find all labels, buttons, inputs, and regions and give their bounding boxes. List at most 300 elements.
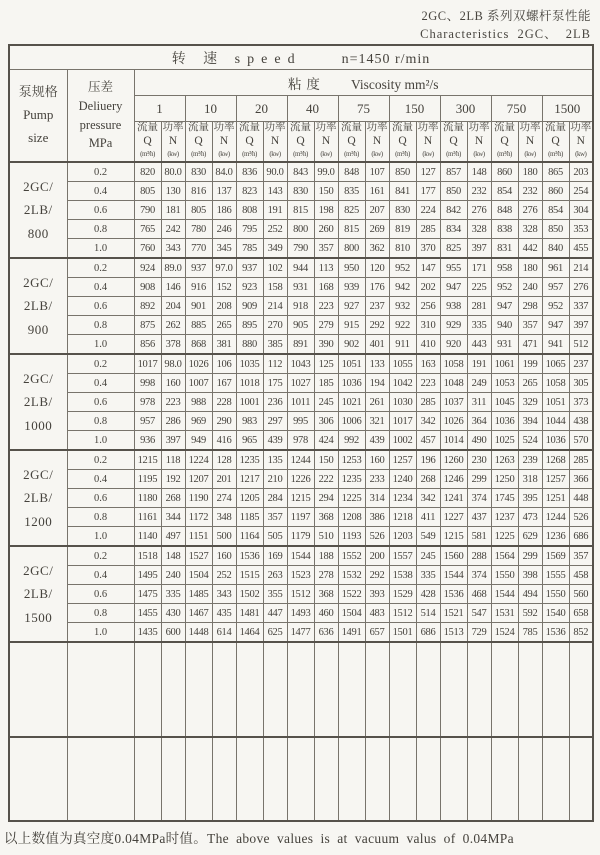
power-cell: 222 (314, 470, 338, 489)
power-cell: 390 (314, 335, 338, 355)
power-cell: 401 (365, 335, 389, 355)
viscosity-header: 粘度 Viscosity mm²/s (134, 70, 593, 96)
flow-cell: 938 (440, 297, 467, 316)
power-cell: 90.0 (263, 162, 287, 182)
power-cell: 198 (314, 201, 338, 220)
flow-cell: 920 (440, 335, 467, 355)
power-cell: 349 (263, 239, 287, 259)
flow-cell: 1218 (389, 508, 416, 527)
power-cell: 490 (467, 431, 491, 451)
empty-pressure-cell (67, 737, 134, 821)
flow-cell: 1205 (236, 489, 263, 508)
flow-cell: 1026 (185, 354, 212, 374)
power-cell: 113 (314, 258, 338, 278)
viscosity-value: 75 (338, 96, 389, 122)
flow-cell: 1207 (185, 470, 212, 489)
flow-cell: 947 (542, 316, 569, 335)
flow-cell: 1241 (440, 489, 467, 508)
power-cell: 397 (569, 316, 593, 335)
flow-cell: 865 (542, 162, 569, 182)
power-cell: 439 (365, 431, 389, 451)
power-cell: 357 (263, 508, 287, 527)
power-cell: 152 (212, 278, 236, 297)
flow-cell: 1026 (440, 412, 467, 431)
flow-cell: 816 (185, 182, 212, 201)
pressure-cell: 0.2 (67, 258, 134, 278)
power-cell: 500 (212, 527, 236, 547)
power-cell: 127 (416, 162, 440, 182)
flow-cell: 1215 (440, 527, 467, 547)
flow-cell: 1268 (542, 450, 569, 470)
power-cell: 385 (263, 335, 287, 355)
power-cell: 120 (365, 258, 389, 278)
power-cell: 471 (518, 335, 542, 355)
flow-cell: 1036 (491, 412, 518, 431)
power-header: 功率 N (kw) (416, 122, 440, 163)
power-cell: 203 (569, 162, 593, 182)
power-cell: 344 (161, 508, 185, 527)
viscosity-value: 10 (185, 96, 236, 122)
flow-cell: 958 (491, 258, 518, 278)
power-cell: 374 (467, 489, 491, 508)
viscosity-value: 300 (440, 96, 491, 122)
power-cell: 188 (314, 546, 338, 566)
power-cell: 265 (518, 374, 542, 393)
empty-cell (161, 642, 185, 737)
flow-cell: 1051 (542, 393, 569, 412)
flow-cell: 842 (440, 201, 467, 220)
pressure-cell: 0.4 (67, 566, 134, 585)
power-cell: 268 (416, 470, 440, 489)
viscosity-value: 1500 (542, 96, 593, 122)
power-cell: 137 (212, 182, 236, 201)
table-row (9, 201, 593, 220)
power-cell: 357 (314, 239, 338, 259)
document-title-zh: 2GC、2LB 系列双螺杆泵性能 (421, 9, 591, 23)
flow-cell: 1044 (542, 412, 569, 431)
flow-cell: 1226 (287, 470, 314, 489)
power-cell: 150 (314, 182, 338, 201)
power-cell: 147 (416, 258, 440, 278)
power-cell: 175 (263, 374, 287, 393)
power-cell: 373 (569, 393, 593, 412)
power-cell: 395 (518, 489, 542, 508)
flow-cell: 1017 (389, 412, 416, 431)
flow-cell: 1250 (491, 470, 518, 489)
power-header: 功率 N (kw) (569, 122, 593, 163)
power-cell: 398 (518, 566, 542, 585)
power-cell: 242 (161, 220, 185, 239)
flow-cell: 1435 (134, 623, 161, 643)
table-row (9, 335, 593, 355)
power-cell: 328 (518, 220, 542, 239)
flow-cell: 838 (491, 220, 518, 239)
flow-cell: 1197 (287, 508, 314, 527)
power-cell: 397 (467, 239, 491, 259)
power-cell: 128 (212, 450, 236, 470)
flow-cell: 909 (236, 297, 263, 316)
flow-cell: 880 (236, 335, 263, 355)
flow-cell: 1491 (338, 623, 365, 643)
power-cell: 191 (263, 201, 287, 220)
empty-cell (542, 737, 569, 821)
table-row (9, 220, 593, 239)
power-cell: 180 (518, 162, 542, 182)
power-cell: 223 (314, 297, 338, 316)
table-row (9, 354, 593, 374)
flow-cell: 1552 (338, 546, 365, 566)
empty-cell (212, 737, 236, 821)
flow-cell: 1185 (236, 508, 263, 527)
flow-cell: 944 (287, 258, 314, 278)
power-cell: 214 (263, 297, 287, 316)
power-cell: 686 (569, 527, 593, 547)
flow-cell: 1225 (491, 527, 518, 547)
flow-cell: 965 (236, 431, 263, 451)
power-cell: 256 (416, 297, 440, 316)
flow-cell: 1544 (287, 546, 314, 566)
power-cell: 314 (365, 489, 389, 508)
power-cell: 460 (314, 604, 338, 623)
power-cell: 397 (161, 431, 185, 451)
table-row (9, 623, 593, 643)
power-cell: 192 (161, 470, 185, 489)
flow-cell: 998 (134, 374, 161, 393)
power-cell: 118 (161, 450, 185, 470)
flow-cell: 1001 (236, 393, 263, 412)
empty-cell (287, 737, 314, 821)
flow-cell: 1065 (542, 354, 569, 374)
flow-cell: 1523 (287, 566, 314, 585)
empty-pressure-cell (67, 642, 134, 737)
flow-cell: 1017 (134, 354, 161, 374)
power-cell: 600 (161, 623, 185, 643)
power-cell: 260 (314, 220, 338, 239)
flow-cell: 924 (134, 258, 161, 278)
power-cell: 364 (467, 412, 491, 431)
flow-cell: 805 (185, 201, 212, 220)
pressure-cell: 0.4 (67, 278, 134, 297)
viscosity-value: 750 (491, 96, 542, 122)
flow-cell: 1030 (389, 393, 416, 412)
power-cell: 276 (569, 278, 593, 297)
flow-cell: 819 (389, 220, 416, 239)
flow-cell: 895 (236, 316, 263, 335)
flow-cell: 1208 (338, 508, 365, 527)
flow-cell: 1164 (236, 527, 263, 547)
power-cell: 143 (263, 182, 287, 201)
flow-cell: 922 (389, 316, 416, 335)
flow-cell: 1477 (287, 623, 314, 643)
power-cell: 228 (212, 393, 236, 412)
power-cell: 106 (212, 354, 236, 374)
table-row (9, 239, 593, 259)
pressure-cell: 0.6 (67, 201, 134, 220)
power-cell: 424 (314, 431, 338, 451)
power-cell: 686 (416, 623, 440, 643)
pressure-cell: 0.8 (67, 220, 134, 239)
power-cell: 435 (212, 604, 236, 623)
flow-cell: 854 (542, 201, 569, 220)
power-header: 功率 N (kw) (263, 122, 287, 163)
flow-cell: 1193 (338, 527, 365, 547)
table-row (9, 604, 593, 623)
flow-cell: 1532 (338, 566, 365, 585)
power-cell: 269 (365, 220, 389, 239)
power-cell: 512 (569, 335, 593, 355)
flow-cell: 1217 (236, 470, 263, 489)
power-cell: 310 (416, 316, 440, 335)
power-cell: 442 (518, 239, 542, 259)
power-cell: 196 (416, 450, 440, 470)
flow-cell: 1006 (338, 412, 365, 431)
flow-cell: 978 (134, 393, 161, 412)
flow-cell: 1555 (542, 566, 569, 585)
flow-cell: 1179 (287, 527, 314, 547)
flow-cell: 1550 (542, 585, 569, 604)
power-cell: 89.0 (161, 258, 185, 278)
power-cell: 186 (212, 201, 236, 220)
power-cell: 148 (467, 162, 491, 182)
power-cell: 494 (518, 585, 542, 604)
pump-size-cell: 2GC/ 2LB/ 1000 (9, 354, 67, 450)
flow-header: 流量 Q (m³/h) (236, 122, 263, 163)
flow-cell: 1512 (287, 585, 314, 604)
flow-cell: 1550 (491, 566, 518, 585)
flow-cell: 805 (134, 182, 161, 201)
flow-cell: 1529 (389, 585, 416, 604)
power-cell: 337 (569, 297, 593, 316)
empty-size-cell (9, 737, 67, 821)
power-cell: 348 (212, 508, 236, 527)
flow-cell: 885 (185, 316, 212, 335)
flow-cell: 1215 (134, 450, 161, 470)
flow-cell: 1140 (134, 527, 161, 547)
pump-size-header: 泵规格 Pump size (9, 70, 67, 163)
power-cell: 292 (365, 566, 389, 585)
power-cell: 657 (365, 623, 389, 643)
power-cell: 210 (263, 470, 287, 489)
flow-cell: 1522 (338, 585, 365, 604)
empty-cell (542, 642, 569, 737)
power-cell: 167 (212, 374, 236, 393)
flow-cell: 1455 (134, 604, 161, 623)
power-cell: 181 (161, 201, 185, 220)
flow-cell: 1540 (542, 604, 569, 623)
power-cell: 84.0 (212, 162, 236, 182)
flow-cell: 942 (389, 278, 416, 297)
flow-cell: 995 (287, 412, 314, 431)
table-row (9, 297, 593, 316)
power-cell: 276 (467, 201, 491, 220)
power-cell: 342 (416, 489, 440, 508)
flow-cell: 875 (134, 316, 161, 335)
flow-cell: 1475 (134, 585, 161, 604)
flow-cell: 820 (134, 162, 161, 182)
flow-cell: 1161 (134, 508, 161, 527)
table-row (9, 566, 593, 585)
flow-cell: 856 (134, 335, 161, 355)
power-cell: 299 (467, 470, 491, 489)
pressure-cell: 1.0 (67, 239, 134, 259)
power-cell: 254 (569, 182, 593, 201)
power-cell: 362 (365, 239, 389, 259)
flow-cell: 957 (134, 412, 161, 431)
flow-cell: 902 (338, 335, 365, 355)
power-cell: 785 (518, 623, 542, 643)
power-cell: 278 (314, 566, 338, 585)
flow-cell: 834 (440, 220, 467, 239)
power-cell: 225 (467, 278, 491, 297)
flow-cell: 765 (134, 220, 161, 239)
power-cell: 386 (365, 508, 389, 527)
empty-cell (338, 642, 365, 737)
flow-cell: 1036 (542, 431, 569, 451)
empty-row (9, 642, 593, 737)
flow-cell: 808 (236, 201, 263, 220)
table-row (9, 489, 593, 508)
flow-cell: 891 (287, 335, 314, 355)
speed-label: 转 速 speed (171, 51, 302, 67)
flow-cell: 961 (542, 258, 569, 278)
flow-cell: 848 (338, 162, 365, 182)
table-row (9, 316, 593, 335)
flow-cell: 1557 (389, 546, 416, 566)
flow-cell: 800 (287, 220, 314, 239)
flow-cell: 1536 (542, 623, 569, 643)
flow-header: 流量 Q (m³/h) (491, 122, 518, 163)
speed-value: n=1450 r/min (341, 51, 431, 67)
power-cell: 252 (212, 566, 236, 585)
flow-cell: 854 (491, 182, 518, 201)
flow-cell: 1235 (236, 450, 263, 470)
power-cell: 230 (467, 450, 491, 470)
empty-cell (491, 642, 518, 737)
flow-cell: 927 (338, 297, 365, 316)
power-cell: 281 (467, 297, 491, 316)
flow-cell: 1037 (440, 393, 467, 412)
pressure-cell: 0.8 (67, 508, 134, 527)
flow-cell: 1538 (389, 566, 416, 585)
flow-cell: 1018 (236, 374, 263, 393)
flow-cell: 1011 (287, 393, 314, 412)
power-cell: 233 (365, 470, 389, 489)
power-cell: 160 (365, 450, 389, 470)
power-cell: 246 (212, 220, 236, 239)
power-cell: 458 (569, 566, 593, 585)
table-row (9, 431, 593, 451)
power-cell: 374 (467, 566, 491, 585)
power-cell: 208 (212, 297, 236, 316)
power-cell: 497 (161, 527, 185, 547)
power-cell: 107 (365, 162, 389, 182)
power-cell: 410 (416, 335, 440, 355)
power-cell: 505 (263, 527, 287, 547)
flow-cell: 1045 (491, 393, 518, 412)
pressure-cell: 0.8 (67, 604, 134, 623)
flow-cell: 836 (236, 162, 263, 182)
flow-header: 流量 Q (m³/h) (440, 122, 467, 163)
power-cell: 514 (416, 604, 440, 623)
power-cell: 158 (263, 278, 287, 297)
power-cell: 370 (416, 239, 440, 259)
flow-cell: 1257 (389, 450, 416, 470)
power-cell: 201 (212, 470, 236, 489)
flow-cell: 1515 (236, 566, 263, 585)
flow-cell: 1234 (389, 489, 416, 508)
flow-cell: 1448 (185, 623, 212, 643)
power-cell: 237 (365, 297, 389, 316)
power-cell: 262 (161, 316, 185, 335)
power-cell: 112 (263, 354, 287, 374)
table-row (9, 470, 593, 489)
empty-cell (389, 737, 416, 821)
flow-cell: 1195 (134, 470, 161, 489)
flow-cell: 1501 (389, 623, 416, 643)
pressure-header: 压差 Deliuery pressure MPa (67, 70, 134, 163)
flow-cell: 1244 (287, 450, 314, 470)
power-cell: 279 (314, 316, 338, 335)
power-cell: 297 (263, 412, 287, 431)
flow-cell: 1485 (185, 585, 212, 604)
table-row (9, 393, 593, 412)
flow-cell: 1527 (185, 546, 212, 566)
power-cell: 135 (263, 450, 287, 470)
power-cell: 357 (569, 546, 593, 566)
flow-cell: 978 (287, 431, 314, 451)
power-cell: 274 (212, 489, 236, 508)
flow-cell: 918 (287, 297, 314, 316)
flow-cell: 937 (185, 258, 212, 278)
power-cell: 285 (416, 393, 440, 412)
power-cell: 102 (263, 258, 287, 278)
flow-cell: 1240 (389, 470, 416, 489)
power-cell: 168 (314, 278, 338, 297)
power-cell: 614 (212, 623, 236, 643)
pressure-cell: 0.4 (67, 374, 134, 393)
flow-cell: 949 (185, 431, 212, 451)
power-cell: 163 (416, 354, 440, 374)
flow-cell: 1236 (542, 527, 569, 547)
flow-cell: 868 (185, 335, 212, 355)
power-cell: 510 (314, 527, 338, 547)
table-row (9, 585, 593, 604)
empty-cell (314, 737, 338, 821)
flow-cell: 1524 (491, 623, 518, 643)
flow-cell: 916 (185, 278, 212, 297)
power-header: 功率 N (kw) (365, 122, 389, 163)
power-cell: 261 (365, 393, 389, 412)
power-cell: 265 (212, 316, 236, 335)
flow-cell: 795 (236, 220, 263, 239)
power-cell: 160 (161, 374, 185, 393)
power-cell: 335 (467, 316, 491, 335)
power-cell: 200 (365, 546, 389, 566)
flow-cell: 1227 (440, 508, 467, 527)
flow-cell: 1560 (440, 546, 467, 566)
power-cell: 448 (569, 489, 593, 508)
pump-size-cell: 2GC/ 2LB/ 800 (9, 162, 67, 258)
flow-cell: 911 (389, 335, 416, 355)
flow-cell: 905 (287, 316, 314, 335)
power-cell: 240 (161, 566, 185, 585)
power-cell: 298 (518, 297, 542, 316)
power-cell: 202 (416, 278, 440, 297)
power-cell: 581 (467, 527, 491, 547)
power-cell: 625 (263, 623, 287, 643)
flow-cell: 1251 (542, 489, 569, 508)
flow-cell: 1244 (542, 508, 569, 527)
